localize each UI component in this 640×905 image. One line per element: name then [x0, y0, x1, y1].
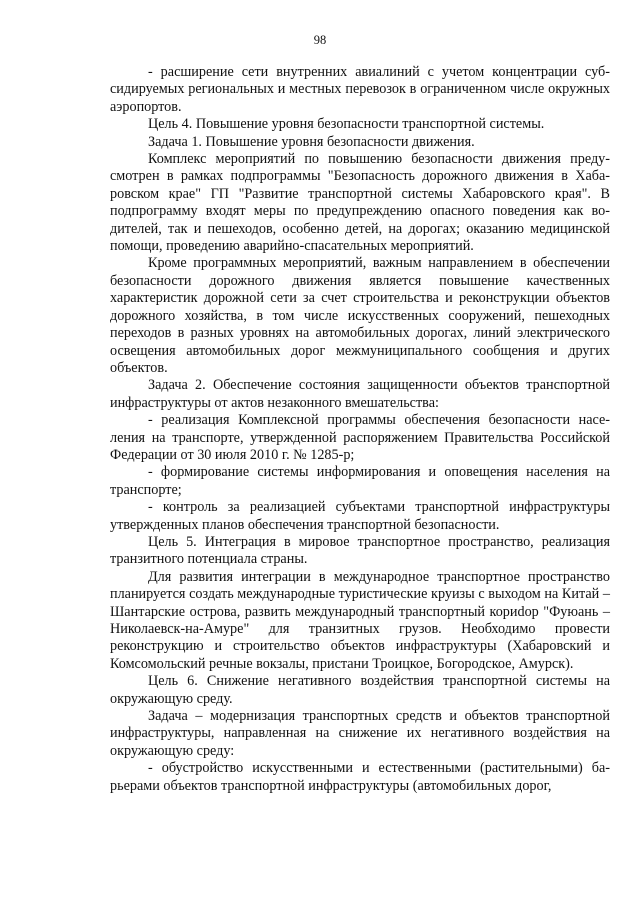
paragraph-notification-system: - формирование системы информирования и оповещения населения на транспорте; [110, 464, 610, 498]
page-number: 98 [313, 33, 327, 47]
paragraph-goal-6: Цель 6. Снижение негативного воздействия транспортной системы на окружающую среду. [110, 673, 610, 707]
paragraph-task-2: Задача 2. Обеспечение состояния защищенности объектов транспортной инфраструктуры от актов незаконного вмешательства: [110, 377, 610, 411]
paragraph-goal-5: Цель 5. Интеграция в мировое транспортное пространство, реализация транзитного потенциала страны. [110, 533, 610, 568]
paragraph-safety-measures: Комплекс мероприятий по повышению безопасности движения предусмотрен в рамках подпрограммы "Безопасность дорожного движения в Хабаровском крае" ГП "Развитие транспортной системы Хабаровского края". В подпрограмму входят меры по предупреждению опасного поведения как водителей, так и пешеходов, особенно детей, на дорогах; оказанию медицинской помощи, проведению аварийно-спасательных мероприятий. [110, 151, 610, 255]
paragraph-task-1: Задача 1. Повышение уровня безопасности движения. [148, 133, 475, 150]
paragraph-aviation-network: - расширение сети внутренних авиалиний с учетом концентрации субсидируемых региональных и местных перевозок в ограниченном числе окружных аэропортов. [110, 64, 610, 115]
document-body [110, 64, 610, 795]
paragraph-complex-program: - реализация Комплексной программы обеспечения безопасности населения на транспорте, утвержденной распоряжением Правительства Российской Федерации от 30 июля 2010 г. № 1285-р; [110, 412, 610, 463]
paragraph-task-modernization: Задача – модернизация транспортных средств и объектов транспортной инфраструктуры, направленная на снижение их негативного воздействия на окружающую среду: [110, 708, 610, 759]
paragraph-barriers: - обустройство искусственными и естественными (растительными) барьерами объектов транспортной инфраструктуры (автомобильных дорог, [110, 760, 610, 794]
paragraph-road-network: Кроме программных мероприятий, важным направлением в обеспечении безопасности дорожного движения является повышение качественных характеристик дорожной сети за счет строительства и реконструкции объектов дорожного хозяйства, в том числе искусственных сооружений, пешеходных переходов в разных уровнях на автомобильных дорогах, линий электрического освещения автомобильных дорог межмуниципального сообщения и других объектов. [110, 255, 610, 376]
paragraph-integration: Для развития интеграции в международное транспортное пространство планируется создать международные туристические круизы с выходом на Китай – Шантарские острова, развить международный транспортный кориdор "Фуюань – Николаевск-на-Амуре" для транзитных грузов. Необходимо провести реконструкцию и строительство объектов инфраструктуры (Хабаровский и Комсомольский речные вокзалы, пристани Троицкое, Богородское, Амурск). [110, 568, 610, 672]
paragraph-security-control: - контроль за реализацией субъектами транспортной инфраструктуры утвержденных планов обеспечения транспортной безопасности. [110, 499, 610, 533]
paragraph-goal-4: Цель 4. Повышение уровня безопасности транспортной системы. [148, 116, 545, 133]
